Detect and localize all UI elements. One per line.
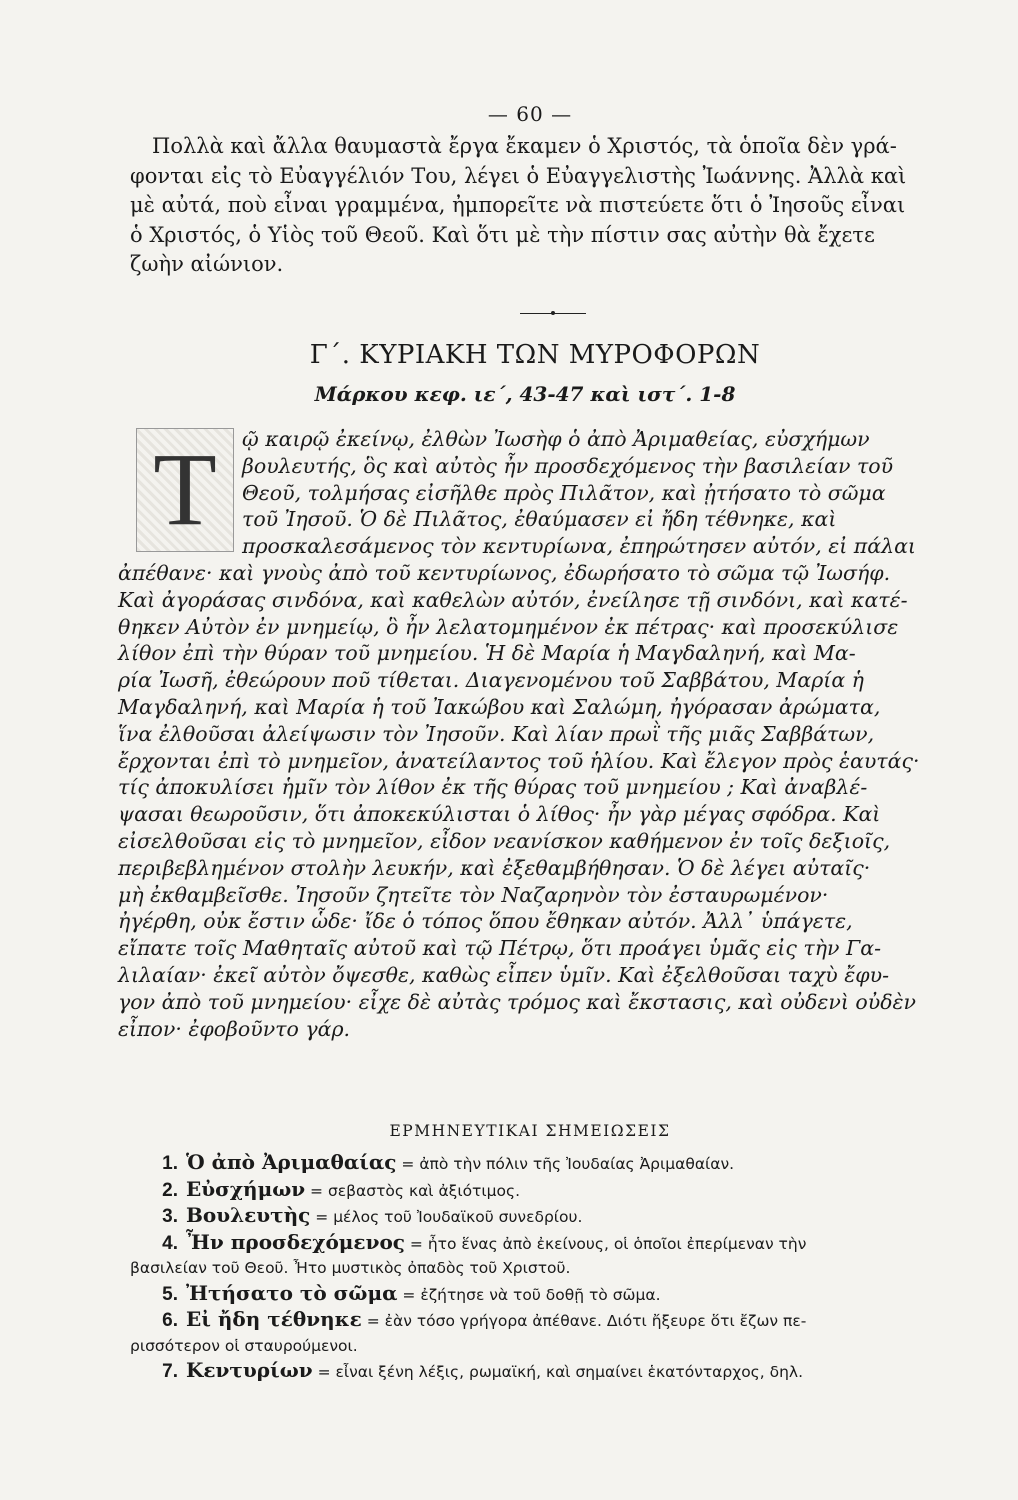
note-item [130, 1177, 950, 1204]
intro-line: φονται εἰς τὸ Εὐαγγέλιόν Του, λέγει ὁ Εὐαγγελιστὴς Ἰωάννης. Ἀλλὰ καὶ [130, 163, 907, 188]
gospel-reading [118, 426, 948, 1042]
note-term: Ὁ ἀπὸ Ἀριμαθαίας [186, 1150, 397, 1174]
intro-line: ζωὴν αἰώνιον. [130, 252, 284, 276]
note-continuation: βασιλείαν τοῦ Θεοῦ. Ἦτο μυστικὸς ὀπαδὸς τοῦ Χριστοῦ. [130, 1259, 571, 1277]
note-number: 4. [162, 1232, 178, 1254]
note-definition: = ἀπὸ τὴν πόλιν τῆς Ἰουδαίας Ἀριμαθαίαν. [396, 1155, 735, 1173]
note-continuation: ρισσότερον οἱ σταυρούμενοι. [130, 1336, 358, 1355]
note-term: Κεντυρίων [186, 1358, 313, 1382]
gospel-line: τίς ἀποκυλίσει ἡμῖν τὸν λίθον ἐκ τῆς θύρας τοῦ μνημείου ; Καὶ ἀναβλέ- [118, 775, 868, 800]
note-definition: = ἦτο ἕνας ἀπὸ ἐκείνους, οἱ ὁποῖοι ἐπερίμεναν τὴν [404, 1234, 807, 1253]
drop-cap-letter: T [153, 432, 217, 547]
note-definition: = μέλος τοῦ Ἰουδαϊκοῦ συνεδρίου. [310, 1208, 583, 1226]
gospel-line: μὴ ἐκθαμβεῖσθε. Ἰησοῦν ζητεῖτε τὸν Ναζαρηνὸν τὸν ἐσταυρωμένον· [118, 882, 829, 907]
gospel-line: ἔρχονται ἐπὶ τὸ μνημεῖον, ἀνατείλαντος τοῦ ἡλίου. Καὶ ἔλεγον πρὸς ἑαυτάς· [118, 748, 920, 773]
gospel-line: ῷ καιρῷ ἐκείνῳ, ἐλθὼν Ἰωσὴφ ὁ ἀπὸ Ἀριμαθείας, εὐσχήμων [242, 427, 870, 451]
note-item [130, 1150, 950, 1177]
gospel-line: ψασαι θεωροῦσιν, ὅτι ἀποκεκύλισται ὁ λίθος· ἦν γὰρ μέγας σφόδρα. Καὶ [118, 802, 881, 827]
note-term: Ἠτήσατο τὸ σῶμα [186, 1280, 398, 1305]
note-term: Ἦν προσδεχόμενος [186, 1229, 405, 1254]
note-definition: = ἐζήτησε νὰ τοῦ δοθῇ τὸ σῶμα. [397, 1285, 661, 1304]
gospel-line: λιλαίαν· ἐκεῖ αὐτὸν ὄψεσθε, καθὼς εἶπεν ὑμῖν. Καὶ ἐξελθοῦσαι ταχὺ ἔφυ- [118, 962, 890, 987]
note-item [130, 1307, 950, 1358]
note-number: 7. [162, 1361, 178, 1382]
gospel-line: εἶπον· ἐφοβοῦντο γάρ. [118, 1016, 351, 1041]
intro-line: ὁ Χριστός, ὁ Υἱὸς τοῦ Θεοῦ. Καὶ ὅτι μὲ τὴν πίστιν σας αὐτὴν θὰ ἔχετε [130, 222, 875, 247]
gospel-line: ἵνα ἐλθοῦσαι ἀλείψωσιν τὸν Ἰησοῦν. Καὶ λίαν πρωῒ τῆς μιᾶς Σαββάτων, [118, 721, 875, 746]
intro-line: Πολλὰ καὶ ἄλλα θαυμαστὰ ἔργα ἔκαμεν ὁ Χριστός, τὰ ὁποῖα δὲν γρά- [152, 134, 897, 158]
gospel-line: Καὶ ἀγοράσας σινδόνα, καὶ καθελὼν αὐτόν, ἐνείλησε τῇ σινδόνι, καὶ κατέ- [118, 587, 908, 612]
note-item [130, 1358, 950, 1385]
note-definition: = εἶναι ξένη λέξις, ρωμαϊκή, καὶ σημαίνει ἑκατόνταρχος, δηλ. [312, 1363, 804, 1381]
gospel-line: εἰσελθοῦσαι εἰς τὸ μνημεῖον, εἶδον νεανίσκον καθήμενον ἐν τοῖς δεξιοῖς, [118, 828, 891, 853]
note-number: 1. [162, 1153, 178, 1174]
note-item [130, 1230, 950, 1281]
note-number: 3. [162, 1206, 178, 1227]
gospel-line: λίθον ἐπὶ τὴν θύραν τοῦ μνημείου. Ἡ δὲ Μαρία ἡ Μαγδαληνή, καὶ Μα- [118, 641, 856, 666]
note-term: Εἰ ἤδη τέθνηκε [186, 1307, 362, 1331]
section-heading: Γ΄. ΚΥΡΙΑΚΗ ΤΩΝ ΜΥΡΟΦΟΡΩΝ [309, 340, 761, 370]
intro-line: μὲ αὐτά, ποὺ εἶναι γραμμένα, ἠμπορεῖτε νὰ πιστεύετε ὅτι ὁ Ἰησοῦς εἶναι [130, 193, 906, 217]
note-number: 6. [162, 1310, 178, 1331]
gospel-line: περιβεβλημένον στολὴν λευκήν, καὶ ἐξεθαμβήθησαν. Ὁ δὲ λέγει αὐταῖς· [118, 855, 871, 880]
gospel-line: θηκεν Αὐτὸν ἐν μνημείῳ, ὃ ἦν λελατομημένον ἐκ πέτρας· καὶ προσεκύλισε [118, 614, 899, 639]
notes-list [130, 1150, 950, 1385]
gospel-line: Μαγδαληνή, καὶ Μαρία ἡ τοῦ Ἰακώβου καὶ Σαλώμη, ἠγόρασαν ἀρώματα, [118, 694, 881, 719]
note-item [130, 1281, 950, 1308]
gospel-line: Θεοῦ, τολμήσας εἰσῆλθε πρὸς Πιλᾶτον, καὶ ᾐτήσατο τὸ σῶμα [242, 480, 886, 505]
gospel-line: εἴπατε τοῖς Μαθηταῖς αὐτοῦ καὶ τῷ Πέτρῳ, ὅτι προάγει ὑμᾶς εἰς τὴν Γα- [118, 936, 882, 961]
gospel-line: γον ἀπὸ τοῦ μνημείου· εἶχε δὲ αὐτὰς τρόμος καὶ ἔκστασις, καὶ οὐδενὶ οὐδὲν [118, 989, 917, 1014]
gospel-line: τοῦ Ἰησοῦ. Ὁ δὲ Πιλᾶτος, ἐθαύμασεν εἰ ἤδη τέθνηκε, καὶ [242, 507, 837, 532]
gospel-line: ἀπέθανε· καὶ γνοὺς ἀπὸ τοῦ κεντυρίωνος, ἐδωρήσατο τὸ σῶμα τῷ Ἰωσήφ. [118, 560, 891, 585]
note-item [130, 1203, 950, 1230]
note-definition: = σεβαστὸς καὶ ἀξιότιμος. [305, 1181, 520, 1200]
section-divider [520, 313, 586, 314]
page-number: — 60 — [487, 102, 573, 126]
note-definition: = ἐὰν τόσο γρήγορα ἀπέθανε. Διότι ἤξευρε ὅτι ἔζων πε- [361, 1312, 807, 1330]
gospel-line: βουλευτής, ὃς καὶ αὐτὸς ἦν προσδεχόμενος τὴν βασιλείαν τοῦ [242, 453, 894, 478]
intro-paragraph [130, 132, 948, 280]
gospel-line: ρία Ἰωσῆ, ἐθεώρουν ποῦ τίθεται. Διαγενομένου τοῦ Σαββάτου, Μαρία ἡ [118, 668, 864, 693]
gospel-line: προσκαλεσάμενος τὸν κεντυρίωνα, ἐπηρώτησεν αὐτόν, εἰ πάλαι [242, 534, 916, 559]
note-term: Βουλευτὴς [186, 1203, 311, 1227]
note-number: 5. [162, 1283, 178, 1305]
notes-title: ΕΡΜΗΝΕΥΤΙΚΑΙ ΣΗΜΕΙΩΣΕΙΣ [389, 1122, 671, 1140]
gospel-line: ἠγέρθη, οὐκ ἔστιν ὧδε· ἴδε ὁ τόπος ὅπου ἔθηκαν αὐτόν. Ἀλλ᾽ ὑπάγετε, [118, 909, 853, 934]
scripture-reference: Μάρκου κεφ. ιε΄, 43-47 καὶ ιστ΄. 1-8 [314, 382, 736, 406]
note-number: 2. [162, 1179, 178, 1201]
note-term: Εὐσχήμων [186, 1176, 306, 1201]
